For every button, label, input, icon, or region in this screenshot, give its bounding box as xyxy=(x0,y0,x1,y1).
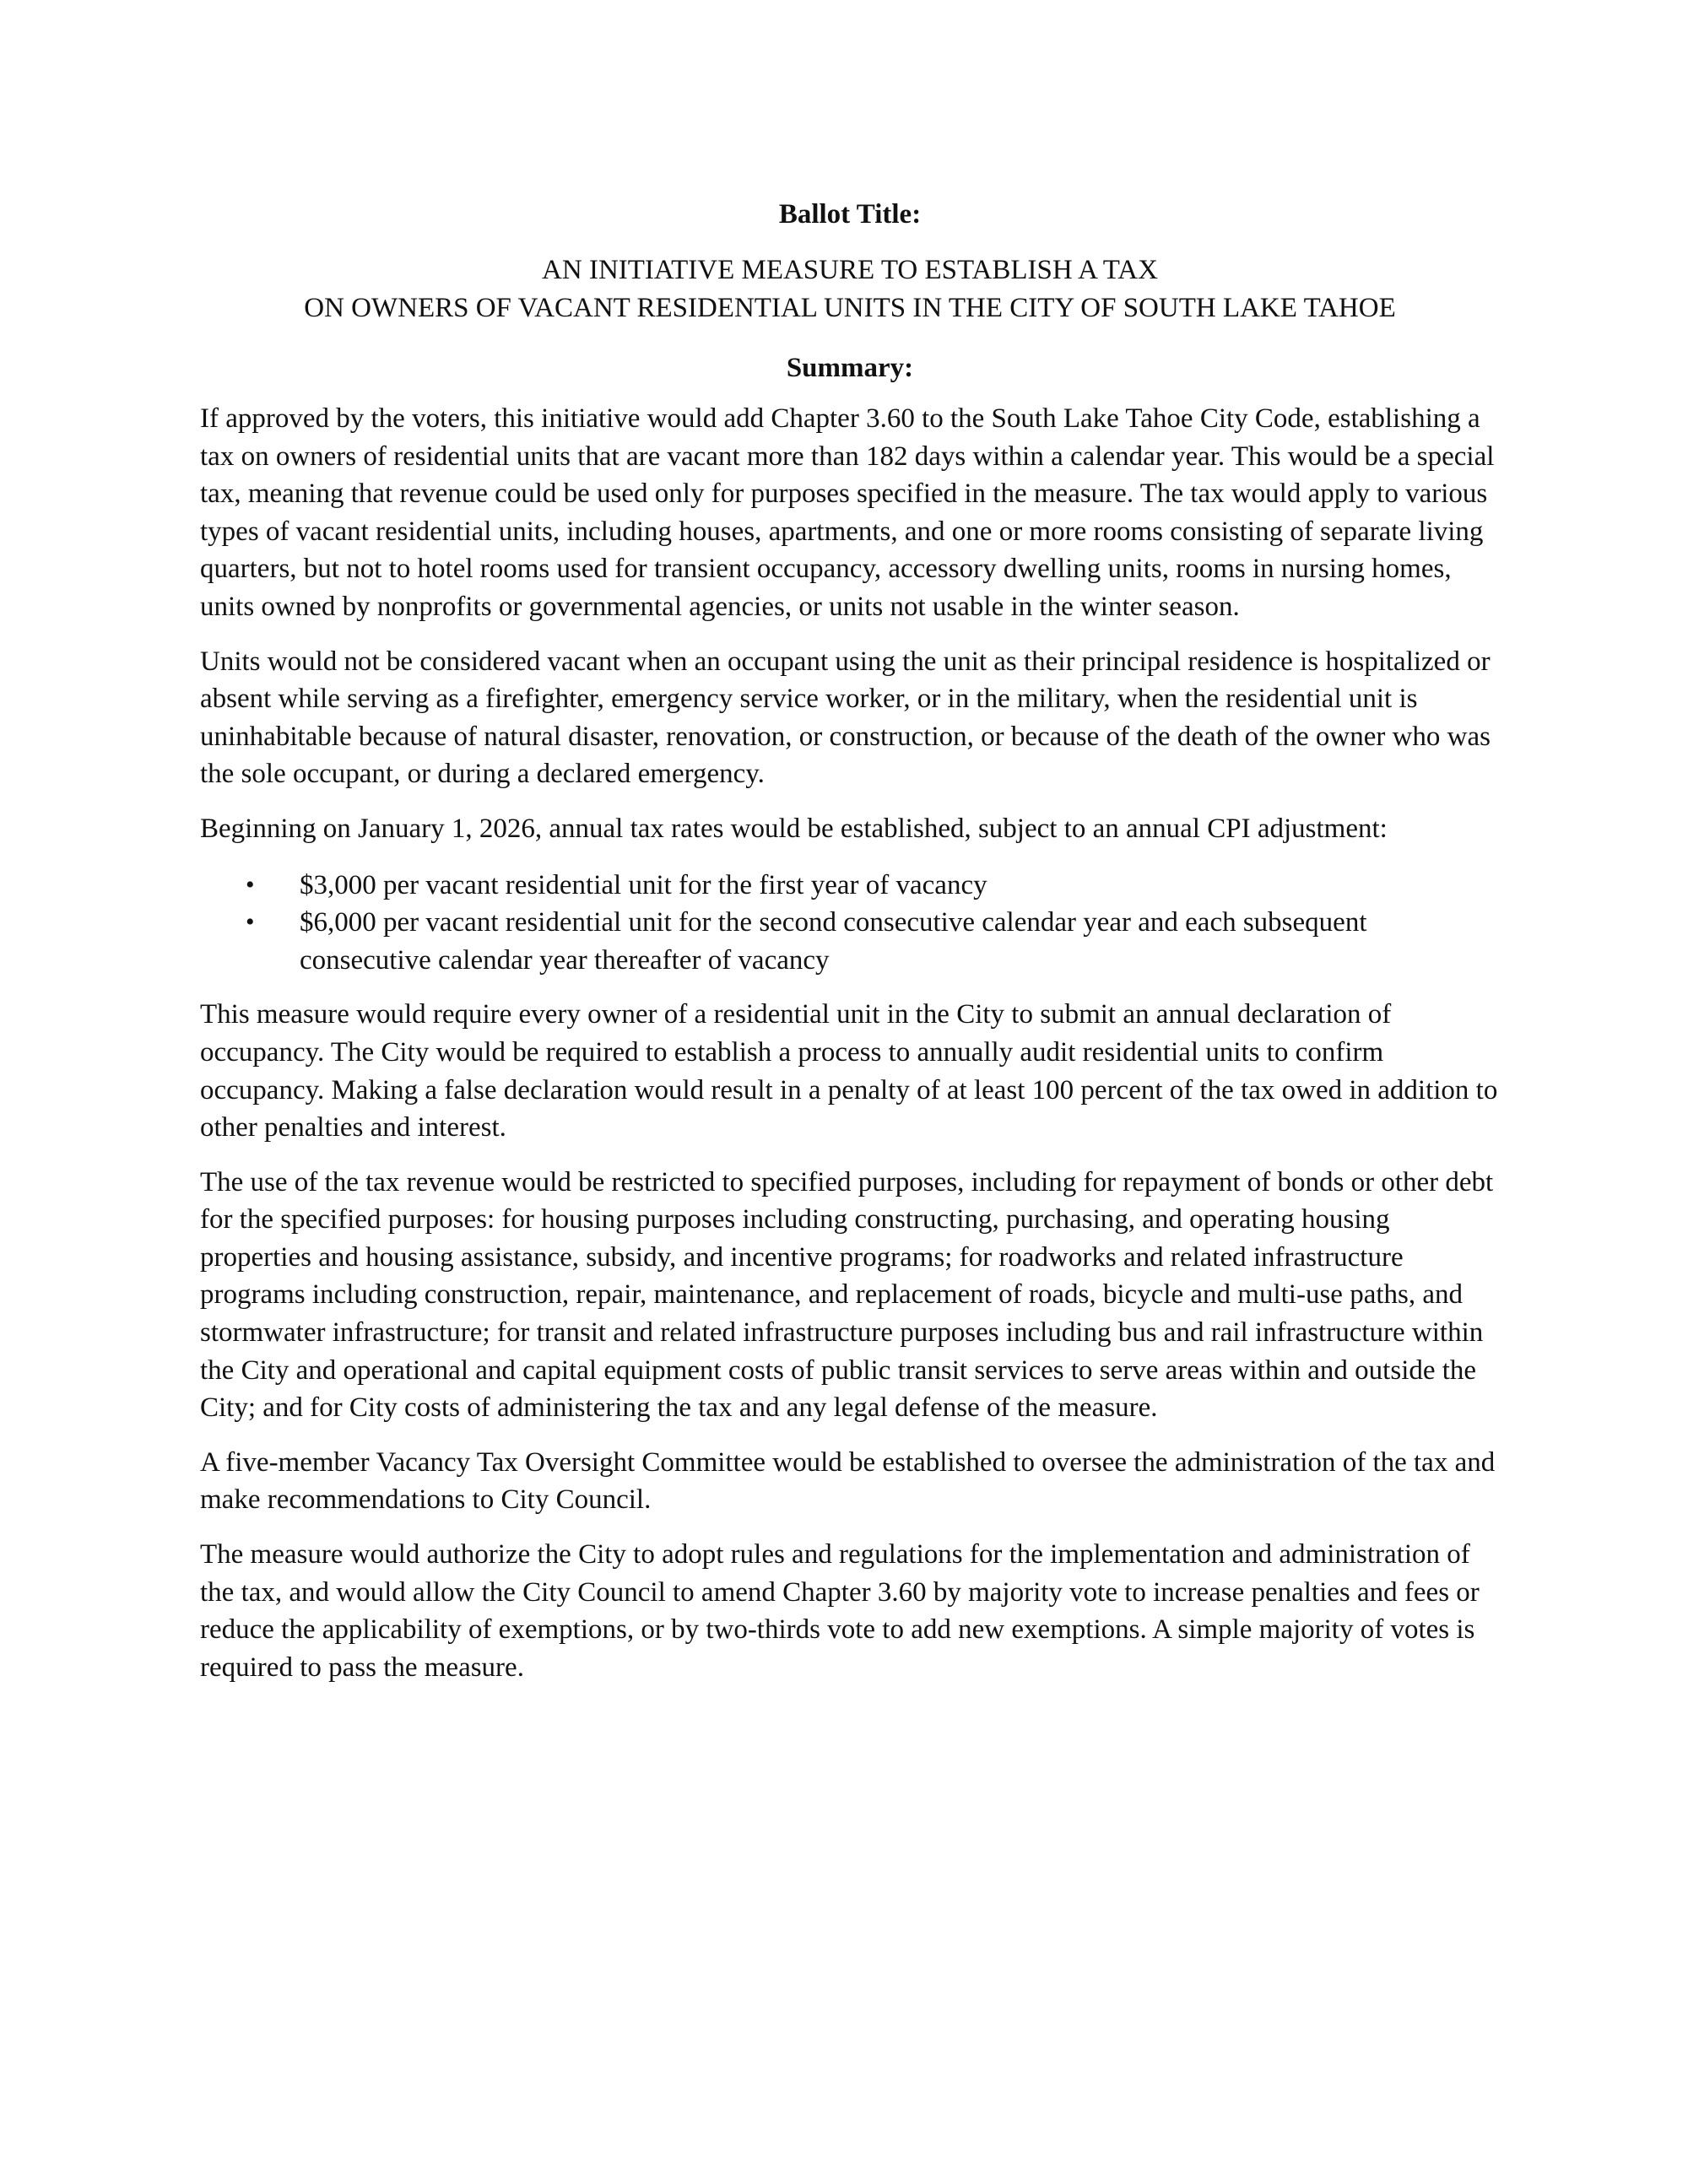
paragraph-tax-rates-intro: Beginning on January 1, 2026, annual tax rates would be established, subject to an annual CPI adjustment: xyxy=(200,813,1388,844)
list-item xyxy=(246,867,1500,905)
tax-rate-list xyxy=(200,867,1500,980)
ballot-title xyxy=(200,251,1500,327)
paragraph-declaration: This measure would require every owner of a residential unit in the City to submit an annual declaration of occupancy. The City would be required to establish a process to annually audit residential units to confirm occupancy. Making a false declaration would result in a penalty of at least 100 percent of the tax owed in addition to other penalties and interest. xyxy=(200,999,1498,1143)
summary-heading: Summary: xyxy=(786,353,914,383)
ballot-title-heading: Ballot Title: xyxy=(778,199,922,230)
ballot-title-line-2: ON OWNERS OF VACANT RESIDENTIAL UNITS IN THE CITY OF SOUTH LAKE TAHOE xyxy=(304,293,1396,323)
paragraph-approval: If approved by the voters, this initiative would add Chapter 3.60 to the South Lake Tahoe City Code, establishing a tax on owners of residential units that are vacant more than 182 days within a calendar year. This would be a special tax, meaning that revenue could be used only for purposes specified in the measure. The tax would apply to various types of vacant residential units, including houses, apartments, and one or more rooms consisting of separate living quarters, but not to hotel rooms used for transient occupancy, accessory dwelling units, rooms in nursing homes, units owned by nonprofits or governmental agencies, or units not usable in the winter season. xyxy=(200,403,1495,622)
bullet-icon: • xyxy=(246,870,255,899)
paragraph-oversight-committee: A five-member Vacancy Tax Oversight Committee would be established to oversee the administration of the tax and make recommendations to City Council. xyxy=(200,1446,1496,1516)
tax-rate-first-year: $3,000 per vacant residential unit for the first year of vacancy xyxy=(300,869,987,900)
ballot-title-line-1: AN INITIATIVE MEASURE TO ESTABLISH A TAX xyxy=(542,255,1158,285)
paragraph-rules-and-amendments: The measure would authorize the City to adopt rules and regulations for the implementation and administration of the tax, and would allow the City Council to amend Chapter 3.60 by majority vote to increase penalties and fees or reduce the applicability of exemptions, or by two-thirds vote to add new exemptions. A simple majority of votes is required to pass the measure. xyxy=(200,1539,1480,1683)
tax-rate-subsequent-years: $6,000 per vacant residential unit for the second consecutive calendar year and each subsequent consecutive calendar year thereafter of vacancy xyxy=(300,907,1367,976)
document-page xyxy=(200,196,1500,1686)
paragraph-vacancy-exceptions: Units would not be considered vacant when an occupant using the unit as their principal residence is hospitalized or absent while serving as a firefighter, emergency service worker, or in the military, when the residential unit is uninhabitable because of natural disaster, renovation, or construction, or because of the death of the owner who was the sole occupant, or during a declared emergency. xyxy=(200,646,1491,790)
paragraph-revenue-use: The use of the tax revenue would be restricted to specified purposes, including for repayment of bonds or other debt for the specified purposes: for housing purposes including constructing, purchasing, and operating housing properties and housing assistance, subsidy, and incentive programs; for roadworks and related infrastructure programs including construction, repair, maintenance, and replacement of roads, bicycle and multi-use paths, and stormwater infrastructure; for transit and related infrastructure purposes including bus and rail infrastructure within the City and operational and capital equipment costs of public transit services to serve areas within and outside the City; and for City costs of administering the tax and any legal defense of the measure. xyxy=(200,1166,1494,1424)
bullet-icon: • xyxy=(246,908,255,937)
list-item xyxy=(246,904,1500,979)
